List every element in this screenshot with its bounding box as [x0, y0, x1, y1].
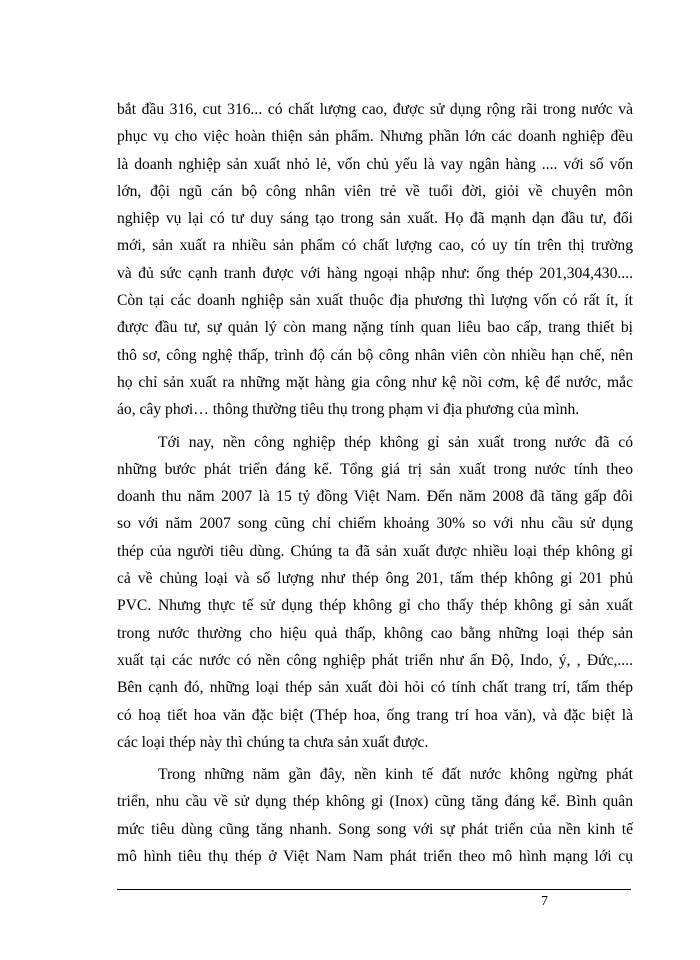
text-line: doanh thu năm 2007 là 15 tỷ đồng Việt Nam. Đến năm 2008 đã tăng gấp đôi [117, 488, 633, 506]
text-line: những bước phát triển đáng kể. Tổng giá trị sản xuất trong nước tính theo [117, 460, 633, 478]
text-line: thô sơ, công nghệ thấp, trình độ cán bộ công nhân viên còn nhiều hạn chế, nên [117, 346, 633, 364]
text-line: và đủ sức cạnh tranh được với hàng ngoại nhập như: ống thép 201,304,430.... [117, 264, 633, 282]
text-line: là doanh nghiệp sản xuất nhỏ lẻ, vốn chủ yếu là vay ngân hàng .... với số vốn [117, 155, 633, 173]
text-line: có hoạ tiết hoa văn đặc biệt (Thép hoa, ống trang trí hoa văn), và đặc biệt là [117, 706, 633, 724]
text-line: lớn, đội ngũ cán bộ công nhân viên trẻ về tuổi đời, giỏi về chuyên môn [117, 182, 633, 200]
text-line: triển, nhu cầu về sử dụng thép không gỉ (Inox) cũng tăng đáng kể. Bình quân [117, 793, 633, 811]
paragraph-1 [117, 96, 633, 424]
footer-divider [117, 889, 631, 890]
text-line: Còn tại các doanh nghiệp sản xuất thuộc địa phương thì lượng vốn có rất ít, ít [117, 292, 633, 310]
text-line: Bên cạnh đó, những loại thép sản xuất đòi hỏi có tính chất trang trí, tấm thép [117, 679, 633, 697]
text-line: trong nước thường cho hiệu quả thấp, không cao bằng những loại thép sản [117, 624, 633, 642]
text-line: các loại thép này thì chúng ta chưa sản xuất được. [117, 733, 429, 751]
text-line: Tới nay, nền công nghiệp thép không gỉ sản xuất trong nước đã có [158, 433, 633, 451]
text-line: cả về chủng loại và số lượng như thép ông 201, tấm thép không gỉ 201 phủ [117, 570, 633, 588]
text-line: áo, cây phơi… thông thường tiêu thụ trong phạm vi địa phương của mình. [117, 401, 580, 419]
text-line: được đầu tư, sự quản lý còn mang nặng tính quan liêu bao cấp, trang thiết bị [117, 319, 633, 337]
paragraph-2 [117, 429, 633, 757]
text-line: nghiệp vụ lại có tư duy sáng tạo trong sản xuất. Họ đã mạnh dạn đầu tư, đổi [117, 210, 633, 228]
paragraph-3 [117, 761, 633, 870]
text-line: so với năm 2007 song cũng chỉ chiếm khoảng 30% so với nhu cầu sử dụng [117, 515, 633, 533]
text-line: PVC. Nhưng thực tế sử dụng thép không gỉ cho thấy thép không gỉ sản xuất [117, 597, 633, 615]
text-line: họ chỉ sản xuất ra những mặt hàng gia công như kệ nồi cơm, kệ để nước, mắc [117, 373, 633, 391]
text-line: phục vụ cho việc hoàn thiện sản phẩm. Nhưng phần lớn các doanh nghiệp đều [117, 128, 633, 146]
body-text [117, 96, 633, 870]
text-line: Trong những năm gần đây, nền kinh tế đất nước không ngừng phát [158, 766, 633, 784]
text-line: bắt đầu 316, cut 316... có chất lượng cao, được sử dụng rộng rãi trong nước và [117, 101, 633, 118]
page-number: 7 [541, 894, 548, 909]
text-line: mức tiêu dùng cũng tăng nhanh. Song song với sự phát triển của nền kinh tế [117, 820, 633, 838]
text-line: xuất tại các nước có nền công nghiệp phát triển như ấn Độ, Indo, ý, , Đức,.... [117, 651, 633, 669]
text-line: thép của người tiêu dùng. Chúng ta đã sản xuất được nhiều loại thép không gỉ [117, 542, 633, 560]
text-line: mô hình tiêu thụ thép ở Việt Nam Nam phát triển theo mô hình mạng lới cụ [117, 848, 633, 866]
text-line: mới, sản xuất ra nhiều sản phẩm có chất lượng cao, có uy tín trên thị trường [117, 237, 633, 255]
